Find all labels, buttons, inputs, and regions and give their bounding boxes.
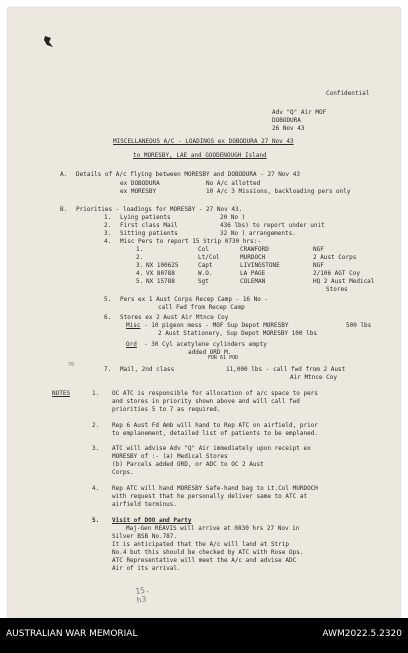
ord-text: - 30 Cyl acetylene cylinders empty xyxy=(144,341,267,348)
document-page xyxy=(8,8,400,618)
note-4-line-3: airfield terminus. xyxy=(112,501,178,508)
note-5-line-4: No.4 but this should be checked by ATC with Rose Ops. xyxy=(112,549,304,556)
person-2-name: MURDOCH xyxy=(240,254,266,261)
archive-footer-bar xyxy=(0,618,408,653)
note-1-line-2: and stores in priority shown above and will call fwd xyxy=(112,398,300,405)
section-a-row-1-from: ex DOBODURA xyxy=(120,180,160,187)
note-3-line-1: ATC will advise Adv "Q" Air immediately upon receipt ex xyxy=(112,445,311,452)
note-1-line-3: priorities 5 to 7 as required. xyxy=(112,406,221,413)
note-3-line-3: (b) Parcels added ORD, or ADC to OC 2 Aust xyxy=(112,461,264,468)
note-1-line-1: OC ATC is responsible for allocation of a/c space to pers xyxy=(112,390,318,397)
priority-1-label: Lying patients xyxy=(120,214,171,221)
notes-heading: NOTES xyxy=(52,390,71,397)
person-5-rank: Sgt xyxy=(198,278,209,285)
hq-date: 26 Nov 43 xyxy=(272,125,305,132)
section-a-row-2-detail: 10 A/c 3 Missions, backloading pers only xyxy=(206,188,351,195)
note-3-num: 3. xyxy=(92,445,100,452)
person-2-unit: 2 Aust Corps xyxy=(313,254,357,261)
priority-2-value: 436 lbs) to report under unit xyxy=(220,222,325,229)
priority-7-label: Mail, 2nd class xyxy=(120,366,175,373)
classification-label: Confidential xyxy=(326,90,370,97)
priority-2-label: First class Mail xyxy=(120,222,178,229)
priority-6-num: 6. xyxy=(104,314,112,321)
note-1-num: 1. xyxy=(92,390,100,397)
priority-4-num: 4. xyxy=(104,238,112,245)
misc-label: Misc xyxy=(126,322,141,329)
section-a-letter: A. xyxy=(60,171,68,178)
footer-accession-number: AWM2022.5.2320 xyxy=(322,629,402,639)
misc-line-2: 2 Aust Stationery, Sup Depot MORESBY 100 lbs xyxy=(158,330,317,337)
person-3-unit: NGF xyxy=(313,262,324,269)
priority-5-line-1: Pers ex 1 Aust Corps Recep Camp - 16 No - xyxy=(120,296,269,303)
priority-2-num: 2. xyxy=(104,222,112,229)
priority-1-num: 1. xyxy=(104,214,112,221)
note-5-line-6: Air of its arrival. xyxy=(112,565,181,572)
section-a-row-2-from: ex MORESBY xyxy=(120,188,157,195)
person-4-rank: W.O. xyxy=(198,270,213,277)
ink-blot-mark xyxy=(42,34,56,50)
person-5-num: 5. xyxy=(136,278,144,285)
footer-institution: AUSTRALIAN WAR MEMORIAL xyxy=(6,629,138,639)
person-3-rank: Capt xyxy=(198,262,213,269)
note-3-line-2: MORESBY of :- (a) Medical Stores xyxy=(112,453,228,460)
priority-7-value-2: Air Mtnce Coy xyxy=(290,374,337,381)
note-5-line-3: It is anticipated that the A/c will land at Strip xyxy=(112,541,290,548)
document-title: MISCELLANEOUS A/C - LOADINGS ex DOBODURA 27 Nov 43 xyxy=(113,138,294,145)
note-3-line-4: Corps. xyxy=(112,469,134,476)
priority-7-value: 11,000 lbs - call fwd from 2 Aust xyxy=(226,366,346,373)
person-1-name: CRAWFORD xyxy=(240,246,269,253)
priority-4-label: Misc Pers to report 15 Strip 0730 hrs:- xyxy=(120,238,261,245)
note-5-heading: Visit of DOO and Party xyxy=(112,517,192,524)
priority-6-line-1: Stores ex 2 Aust Air Mtnce Coy xyxy=(120,314,229,321)
ord-line-2: added ORD M. xyxy=(188,349,232,356)
misc-text: - 10 pigeon mess - MOF Sup Depot MORESBY xyxy=(144,322,289,329)
person-3-num: 3. xyxy=(136,262,144,269)
hq-line-2: DOBODURA xyxy=(272,117,301,124)
section-b-intro: Priorities - loadings for MORESBY - 27 Nov 43. xyxy=(76,206,243,213)
person-5-name: COLEMAN xyxy=(240,278,266,285)
note-2-num: 2. xyxy=(92,422,100,429)
priority-3-value: 32 No ) arrangements. xyxy=(220,230,296,237)
note-4-line-1: Rep ATC will hand MORESBY Safe-hand bag to Lt.Col MURDOCH xyxy=(112,485,318,492)
priority-3-num: 3. xyxy=(104,230,112,237)
person-2-rank: Lt/Col xyxy=(198,254,220,261)
note-2-line-2: to emplanement, detailed list of patients to be emplaned. xyxy=(112,430,318,437)
document-subtitle: to MORESBY, LAE and GOODENOUGH Island xyxy=(133,152,267,159)
person-2-num: 2. xyxy=(136,254,144,261)
note-5-num: 5. xyxy=(92,517,100,524)
person-4-unit: 2/106 AGT Coy xyxy=(313,270,360,277)
margin-handwritten-note: 70 xyxy=(68,362,75,368)
note-5-line-1: Maj-Gen REAVIS will arrive at 0830 hrs 27 Nov in xyxy=(126,525,300,532)
person-1-rank: Col xyxy=(198,246,209,253)
note-4-num: 4. xyxy=(92,485,100,492)
priority-3-label: Sitting patients xyxy=(120,230,178,237)
hq-line-1: Adv "Q" Air MOF xyxy=(272,109,327,116)
note-5-line-5: ATC Representative will meet the A/c and advise ADC xyxy=(112,557,297,564)
note-2-line-1: Rep 6 Aust Fd Amb will hand to Rep ATC on airfield, prior xyxy=(112,422,318,429)
person-4-num: 4. xyxy=(136,270,144,277)
person-4-id: VX 80788 xyxy=(146,270,175,277)
note-5-line-2: Silver BSB No.787. xyxy=(112,533,178,540)
priority-7-num: 7. xyxy=(104,366,112,373)
ord-label: Ord xyxy=(126,341,137,348)
misc-value: 500 lbs xyxy=(346,322,372,329)
person-4-name: LA PAGE xyxy=(240,270,266,277)
person-1-unit: NGF xyxy=(313,246,324,253)
priority-5-num: 5. xyxy=(104,296,112,303)
priority-1-value: 20 No ) xyxy=(220,214,246,221)
person-5-unit: HQ 2 Aust Medical xyxy=(313,278,375,285)
person-3-name: LIVINGSTONE xyxy=(240,262,280,269)
priority-5-line-2: call Fwd from Recep Camp xyxy=(158,304,245,311)
person-5-id: NX 15788 xyxy=(146,278,175,285)
person-1-num: 1. xyxy=(136,246,144,253)
section-b-letter: B. xyxy=(60,206,68,213)
person-3-id: NX 100625 xyxy=(146,262,179,269)
pencil-corner-note: 15. h3 xyxy=(134,585,151,605)
section-a-row-1-detail: No A/c allotted xyxy=(206,180,261,187)
ord-line-3: FOR 61 POD xyxy=(208,355,239,361)
person-5-unit-cont: Stores xyxy=(326,286,348,293)
section-a-intro: Details of A/c flying between MORESBY and DOBODURA - 27 Nov 43 xyxy=(76,171,300,178)
note-4-line-2: with request that he personally deliver same to ATC at xyxy=(112,493,308,500)
